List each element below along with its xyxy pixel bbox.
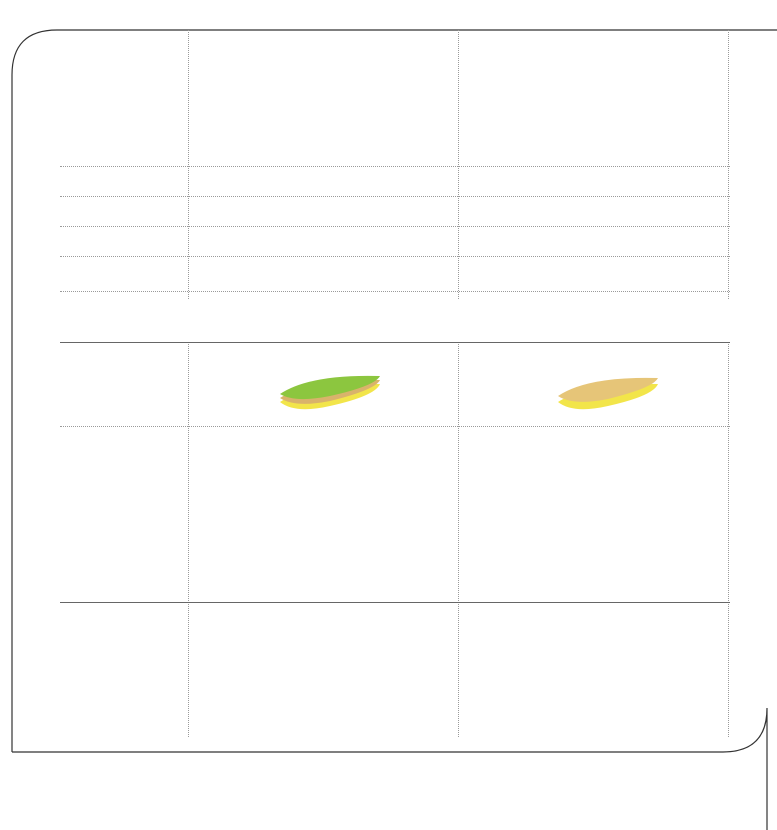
row-divider <box>60 196 730 197</box>
table-row <box>60 198 730 226</box>
row-divider <box>60 291 730 292</box>
row-divider <box>60 426 730 427</box>
table-row <box>60 344 730 424</box>
table-row <box>60 258 730 288</box>
table-row <box>60 228 730 256</box>
section-divider <box>60 342 730 343</box>
two-layer-icon <box>548 368 668 418</box>
row-divider <box>60 166 730 167</box>
section-divider <box>60 602 730 603</box>
row-divider <box>60 226 730 227</box>
row-divider <box>60 256 730 257</box>
section-gap <box>60 300 730 342</box>
three-layer-icon <box>270 368 390 418</box>
table-row <box>60 168 730 196</box>
